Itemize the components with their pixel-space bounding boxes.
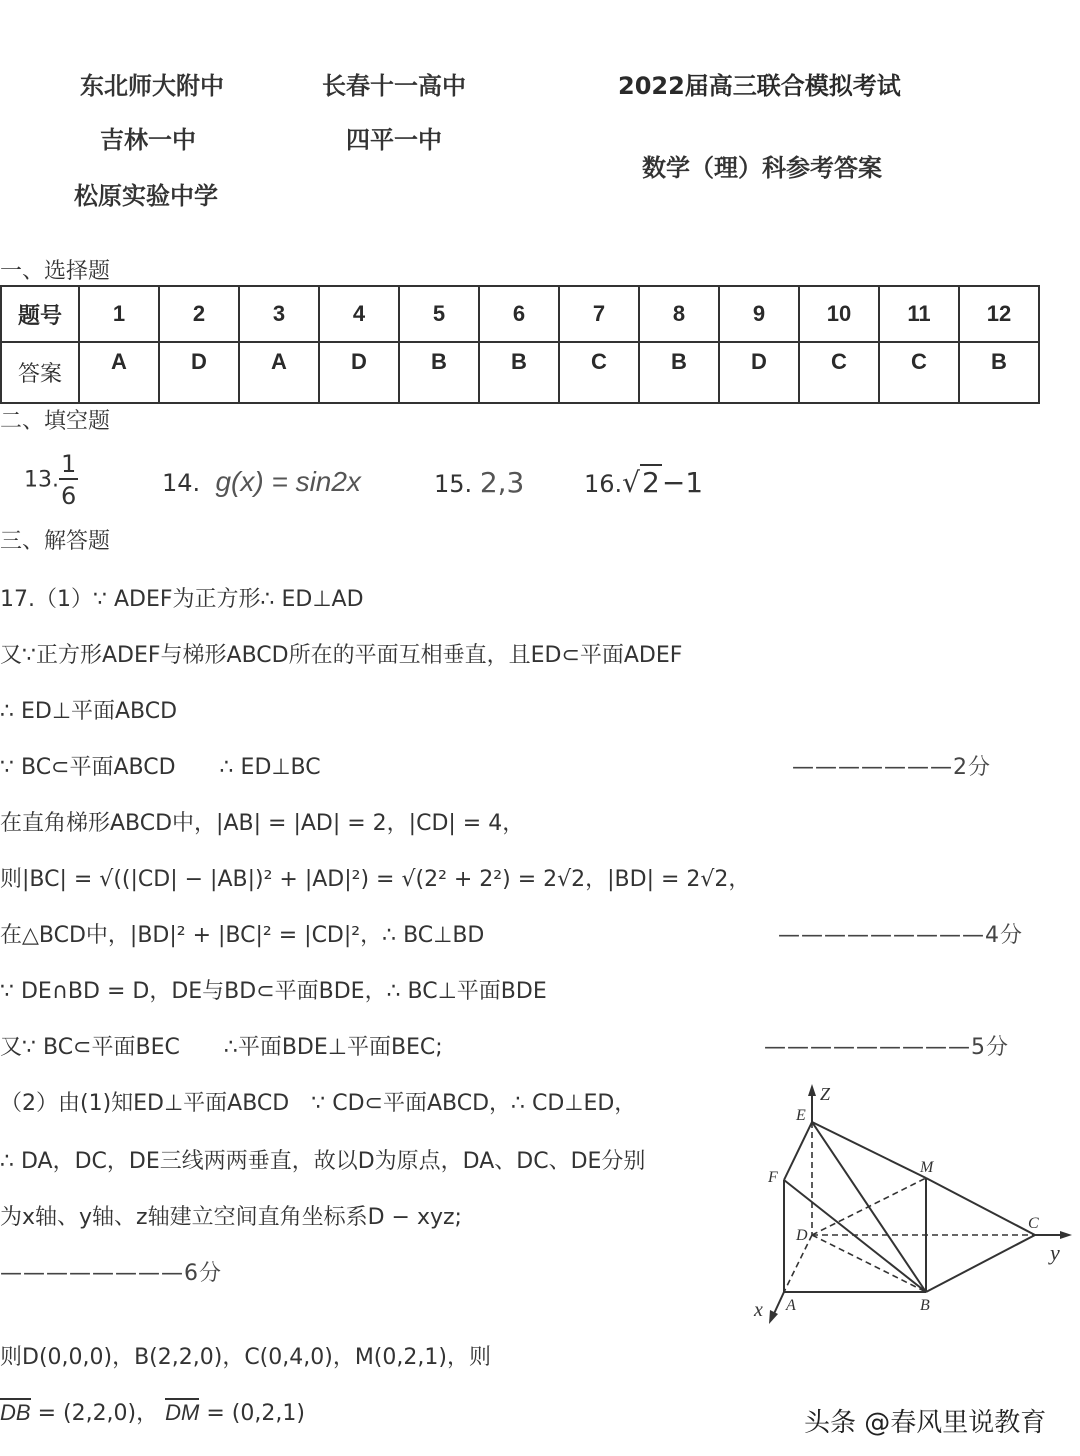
answer-cell: D bbox=[159, 342, 239, 403]
fill-answer-15: 15. 2,3 bbox=[434, 466, 525, 499]
score-mark: ————————6分 bbox=[0, 1261, 222, 1286]
solution-line: （2）由(1)知ED⊥平面ABCD ∵ CD⊂平面ABCD，∴ CD⊥ED， bbox=[0, 1091, 637, 1116]
geometry-figure bbox=[740, 1070, 1080, 1330]
answer-cell: A bbox=[79, 342, 159, 403]
solution-line: 在△BCD中，|BD|² + |BC|² = |CD|²，∴ BC⊥BD bbox=[0, 923, 485, 948]
label-x: x bbox=[754, 1299, 763, 1321]
z-arrow-icon bbox=[808, 1084, 816, 1096]
answer-cell: C bbox=[799, 342, 879, 403]
answer-cell: B bbox=[399, 342, 479, 403]
fill-answer-13: 13. $\frac{1}{6}$ bbox=[24, 450, 77, 510]
answer-cell: A bbox=[239, 342, 319, 403]
solution-line: 则|BC| = √((|CD| − |AB|)² + |AD|²) = √(2² + 2²) = 2√2，|BD| = 2√2， bbox=[0, 867, 751, 892]
solution-line: ∴ DA，DC，DE三线两两垂直，故以D为原点，DA、DC、DE分别 bbox=[0, 1149, 646, 1174]
school-name: 长春十一高中 bbox=[322, 72, 466, 100]
answer-cell: D bbox=[319, 342, 399, 403]
question-number: 6 bbox=[479, 286, 559, 342]
question-number: 11 bbox=[879, 286, 959, 342]
fill-answer-16: 16.√2−1 bbox=[584, 466, 704, 499]
question-number: 9 bbox=[719, 286, 799, 342]
solution-line: 为x轴、y轴、z轴建立空间直角坐标系D − xyz; bbox=[0, 1205, 462, 1230]
answer-cell: B bbox=[639, 342, 719, 403]
x-arrow-icon bbox=[769, 1310, 778, 1324]
solution-line: 又∵ BC⊂平面BEC ∴平面BDE⊥平面BEC; bbox=[0, 1035, 443, 1060]
question-number: 10 bbox=[799, 286, 879, 342]
answer-cell: C bbox=[559, 342, 639, 403]
solution-line: 又∵正方形ADEF与梯形ABCD所在的平面互相垂直，且ED⊂平面ADEF bbox=[0, 643, 683, 668]
score-mark: ———————2分 bbox=[792, 755, 991, 780]
fraction: $\frac{1}{6}$ bbox=[61, 450, 77, 510]
answer-cell: D bbox=[719, 342, 799, 403]
question-number: 3 bbox=[239, 286, 319, 342]
solution-line: ∵ DE∩BD = D，DE与BD⊂平面BDE，∴ BC⊥平面BDE bbox=[0, 979, 547, 1004]
question-number: 8 bbox=[639, 286, 719, 342]
solution-line: ∴ ED⊥平面ABCD bbox=[0, 699, 178, 724]
y-arrow-icon bbox=[1060, 1231, 1072, 1239]
section-title-solution: 三、解答题 bbox=[0, 529, 111, 554]
label-c: C bbox=[1028, 1215, 1039, 1232]
label-b: B bbox=[920, 1297, 930, 1314]
label-d: D bbox=[796, 1227, 808, 1244]
solution-line: ∵ BC⊂平面ABCD ∴ ED⊥BC bbox=[0, 755, 321, 780]
label-a: A bbox=[786, 1297, 796, 1314]
question-number: 2 bbox=[159, 286, 239, 342]
school-name: 吉林一中 bbox=[100, 126, 196, 154]
vector-line: DB = (2,2,0)， DM = (0,2,1) bbox=[0, 1400, 305, 1426]
answer-cell: B bbox=[959, 342, 1039, 403]
label-e: E bbox=[796, 1107, 806, 1124]
question-number: 7 bbox=[559, 286, 639, 342]
fill-answer-14: 14. g(x) = sin2x bbox=[162, 466, 361, 497]
school-name: 松原实验中学 bbox=[74, 182, 218, 210]
solution-line: 17.（1）∵ ADEF为正方形∴ ED⊥AD bbox=[0, 587, 364, 612]
question-number-row bbox=[1, 286, 1039, 342]
row-label: 答案 bbox=[1, 342, 79, 403]
row-label: 题号 bbox=[1, 286, 79, 342]
question-number: 1 bbox=[79, 286, 159, 342]
question-number: 5 bbox=[399, 286, 479, 342]
label-m: M bbox=[920, 1159, 934, 1176]
answer-cell: B bbox=[479, 342, 559, 403]
school-name: 四平一中 bbox=[346, 126, 442, 154]
solution-line: 在直角梯形ABCD中，|AB| = |AD| = 2，|CD| = 4， bbox=[0, 811, 525, 836]
answer-table bbox=[0, 285, 1040, 404]
label-z: Z bbox=[820, 1084, 831, 1104]
section-title-choice: 一、选择题 bbox=[0, 259, 111, 284]
section-title-fill: 二、填空题 bbox=[0, 409, 111, 434]
answer-cell: C bbox=[879, 342, 959, 403]
school-name: 东北师大附中 bbox=[80, 72, 224, 100]
answer-subtitle: 数学（理）科参考答案 bbox=[642, 154, 882, 182]
watermark: 头条 @春风里说教育 bbox=[804, 1408, 1047, 1438]
answer-row bbox=[1, 342, 1039, 403]
score-mark: —————————5分 bbox=[764, 1035, 1009, 1060]
label-y: y bbox=[1050, 1240, 1060, 1265]
question-number: 4 bbox=[319, 286, 399, 342]
exam-title: 2022届高三联合模拟考试 bbox=[618, 72, 901, 100]
label-f: F bbox=[768, 1169, 778, 1186]
solution-line: 则D(0,0,0)，B(2,2,0)，C(0,4,0)，M(0,2,1)，则 bbox=[0, 1345, 491, 1370]
question-number: 12 bbox=[959, 286, 1039, 342]
score-mark: —————————4分 bbox=[778, 923, 1023, 948]
